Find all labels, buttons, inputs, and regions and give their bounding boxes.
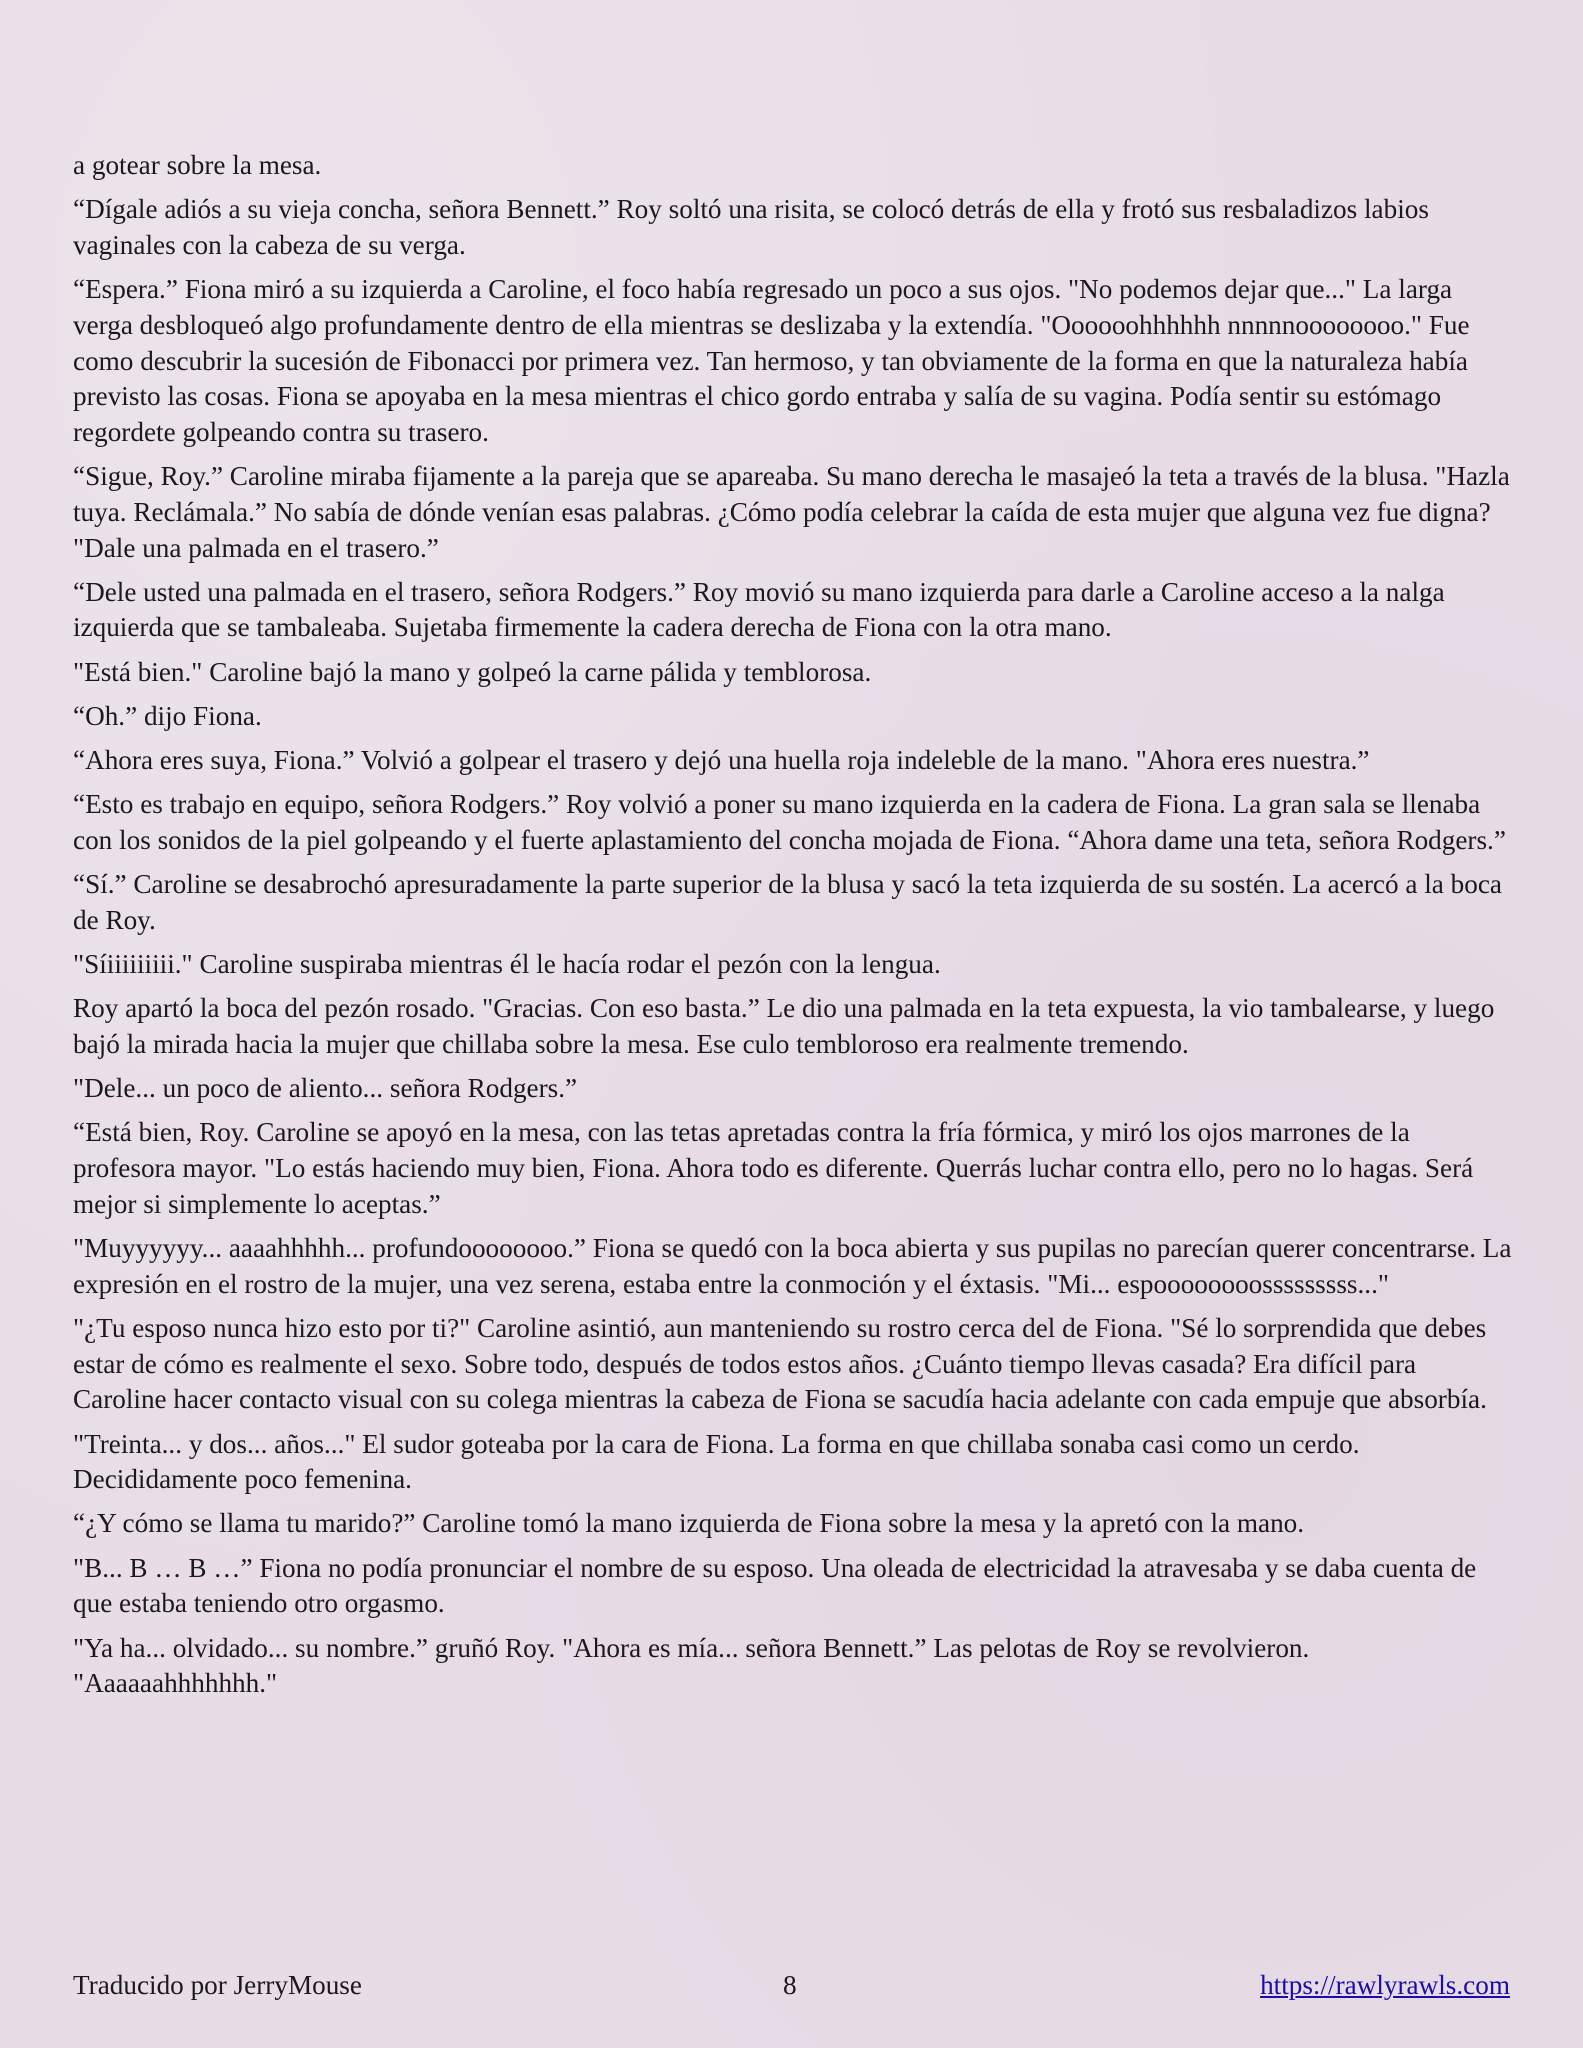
translator-credit: Traducido por JerryMouse	[73, 1970, 362, 2000]
paragraph: Roy apartó la boca del pezón rosado. "Gracias. Con eso basta.” Le dio una palmada en la teta expuesta, la vio tambalearse, y luego bajó la mirada hacia la mujer que chillaba sobre la mesa. Ese culo tembloroso era realmente tremendo.	[73, 993, 1495, 1059]
paragraph: "Está bien." Caroline bajó la mano y golpeó la carne pálida y temblorosa.	[73, 656, 872, 687]
paragraph: “Sí.” Caroline se desabrochó apresuradamente la parte superior de la blusa y sacó la teta izquierda de su sostén. La acercó a la boca de Roy.	[73, 869, 1502, 935]
paragraph: “Sigue, Roy.” Caroline miraba fijamente a la pareja que se apareaba. Su mano derecha le masajeó la teta a través de la blusa. "Hazla tuya. Reclámala.” No sabía de dónde venían esas palabras. ¿Cómo podía celebrar la caída de esta mujer que alguna vez fue digna? "Dale una palmada en el trasero.”	[73, 461, 1510, 563]
paragraph: "Muyyyyyy... aaaahhhhh... profundoooooooo.” Fiona se quedó con la boca abierta y sus pupilas no parecían querer concentrarse. La expresión en el rostro de la mujer, una vez serena, estaba entre la conmoción y el éxtasis. "Mi... espoooooooosssssssss..."	[73, 1232, 1512, 1299]
paragraph: “Esto es trabajo en equipo, señora Rodgers.” Roy volvió a poner su mano izquierda en la cadera de Fiona. La gran sala se llenaba con los sonidos de la piel golpeando y el fuerte aplastamiento del concha mojada de Fiona. “Ahora dame una teta, señora Rodgers.”	[73, 789, 1506, 855]
paragraph: "¿Tu esposo nunca hizo esto por ti?" Caroline asintió, aun manteniendo su rostro cerca del de Fiona. "Sé lo sorprendida que debes estar de cómo es realmente el sexo. Sobre todo, después de todos estos años. ¿Cuánto tiempo llevas casada? Era difícil para Caroline hacer contacto visual con su colega mientras la cabeza de Fiona se sacudía hacia adelante con cada empuje que absorbía.	[73, 1312, 1487, 1415]
paragraph: “Dígale adiós a su vieja concha, señora Bennett.” Roy soltó una risita, se colocó detrás de ella y frotó sus resbaladizos labios vaginales con la cabeza de su verga.	[73, 194, 1429, 260]
paragraph: “Oh.” dijo Fiona.	[73, 700, 262, 731]
paragraph: "Ya ha... olvidado... su nombre.” gruñó Roy. "Ahora es mía... señora Bennett.” Las pelotas de Roy se revolvieron. "Aaaaaahhhhhhh."	[73, 1632, 1310, 1699]
paragraph: "Síiiiiiiiii." Caroline suspiraba mientras él le hacía rodar el pezón con la lengua.	[73, 949, 941, 980]
paragraph: “Dele usted una palmada en el trasero, señora Rodgers.” Roy movió su mano izquierda para darle a Caroline acceso a la nalga izquierda que se tambaleaba. Sujetaba firmemente la cadera derecha de Fiona con la otra mano.	[73, 576, 1445, 643]
page-footer	[73, 1967, 1510, 2007]
paragraph: "Treinta... y dos... años..." El sudor goteaba por la cara de Fiona. La forma en que chillaba sonaba casi como un cerdo. Decididamente poco femenina.	[73, 1428, 1360, 1495]
website-link[interactable]: https://rawlyrawls.com	[1260, 1970, 1510, 2000]
paragraph: “Espera.” Fiona miró a su izquierda a Caroline, el foco había regresado un poco a sus ojos. "No podemos dejar que..." La larga verga desbloqueó algo profundamente dentro de ella mientras se deslizaba y la extendía. "Oooooohhhhhh nnnnnoooooooo." Fue como descubrir la sucesión de Fibonacci por primera vez. Tan hermoso, y tan obviamente de la forma en que la naturaleza había previsto las cosas. Fiona se apoyaba en la mesa mientras el chico gordo entraba y salía de su vagina. Podía sentir su estómago regordete golpeando contra su trasero.	[73, 274, 1470, 447]
paragraph: “Está bien, Roy. Caroline se apoyó en la mesa, con las tetas apretadas contra la fría fórmica, y miró los ojos marrones de la profesora mayor. "Lo estás haciendo muy bien, Fiona. Ahora todo es diferente. Querrás luchar contra ello, pero no lo hagas. Será mejor si simplemente lo aceptas.”	[73, 1117, 1474, 1219]
paragraph: "B... B … B …” Fiona no podía pronunciar el nombre de su esposo. Una oleada de electricidad la atravesaba y se daba cuenta de que estaba teniendo otro orgasmo.	[73, 1552, 1477, 1619]
paragraph: "Dele... un poco de aliento... señora Rodgers.”	[73, 1073, 578, 1104]
page-number: 8	[783, 1970, 797, 2000]
paragraph: a gotear sobre la mesa.	[73, 150, 322, 180]
paragraph: “Ahora eres suya, Fiona.” Volvió a golpear el trasero y dejó una huella roja indeleble de la mano. "Ahora eres nuestra.”	[73, 745, 1370, 776]
paragraph: “¿Y cómo se llama tu marido?” Caroline tomó la mano izquierda de Fiona sobre la mesa y la apretó con la mano.	[73, 1508, 1305, 1539]
story-text	[73, 148, 1513, 1710]
